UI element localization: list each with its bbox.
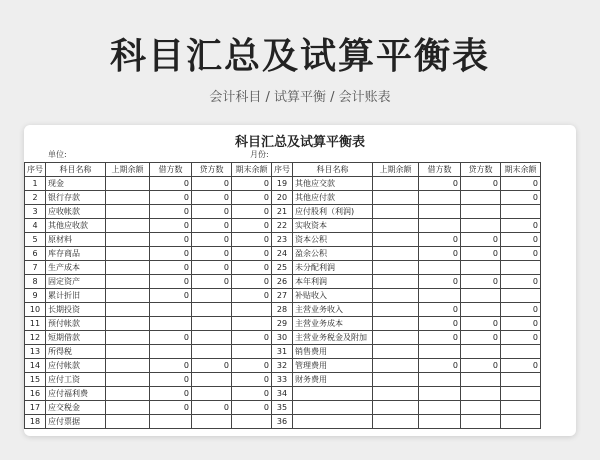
cell-seq[interactable]: 30	[272, 331, 293, 345]
cell-debit[interactable]: 0	[150, 387, 192, 401]
cell-prev-balance[interactable]	[106, 191, 150, 205]
cell-prev-balance[interactable]	[373, 261, 419, 275]
cell-account-name[interactable]: 短期借款	[46, 331, 106, 345]
cell-prev-balance[interactable]	[106, 233, 150, 247]
cell-seq[interactable]: 36	[272, 415, 293, 429]
cell-end-balance[interactable]: 0	[501, 233, 541, 247]
cell-credit[interactable]	[461, 191, 501, 205]
cell-credit[interactable]	[461, 303, 501, 317]
cell-seq[interactable]: 32	[272, 359, 293, 373]
cell-end-balance[interactable]: 0	[232, 177, 272, 191]
cell-credit[interactable]: 0	[461, 331, 501, 345]
header-account-name-right: 科目名称	[293, 163, 373, 177]
table-row	[25, 331, 541, 345]
cell-prev-balance[interactable]	[106, 247, 150, 261]
cell-account-name[interactable]: 应付股利（利润)	[293, 205, 373, 219]
cell-seq[interactable]: 4	[25, 219, 46, 233]
cell-account-name[interactable]: 银行存款	[46, 191, 106, 205]
header-seq-right: 序号	[272, 163, 293, 177]
table-row	[25, 345, 541, 359]
cell-debit[interactable]: 0	[150, 191, 192, 205]
cell-prev-balance[interactable]	[106, 331, 150, 345]
trial-balance-table	[24, 162, 541, 429]
cell-credit[interactable]	[461, 345, 501, 359]
table-row	[25, 303, 541, 317]
cell-debit[interactable]: 0	[150, 331, 192, 345]
cell-prev-balance[interactable]	[373, 317, 419, 331]
cell-end-balance[interactable]	[501, 345, 541, 359]
cell-account-name[interactable]: 长期投资	[46, 303, 106, 317]
header-end-balance-left: 期末余额	[232, 163, 272, 177]
cell-prev-balance[interactable]	[373, 205, 419, 219]
cell-seq[interactable]: 8	[25, 275, 46, 289]
table-row	[25, 233, 541, 247]
cell-seq[interactable]: 11	[25, 317, 46, 331]
cell-end-balance[interactable]	[232, 345, 272, 359]
cell-prev-balance[interactable]	[106, 261, 150, 275]
cell-end-balance[interactable]	[501, 373, 541, 387]
table-header-row	[25, 163, 541, 177]
cell-account-name[interactable]: 现金	[46, 177, 106, 191]
table-row	[25, 177, 541, 191]
cell-seq[interactable]: 16	[25, 387, 46, 401]
cell-account-name[interactable]: 本年利润	[293, 275, 373, 289]
cell-prev-balance[interactable]	[373, 345, 419, 359]
cell-credit[interactable]: 0	[192, 191, 232, 205]
header-credit-right: 贷方数	[461, 163, 501, 177]
cell-end-balance[interactable]	[232, 317, 272, 331]
cell-seq[interactable]: 28	[272, 303, 293, 317]
cell-debit[interactable]	[419, 219, 461, 233]
cell-end-balance[interactable]: 0	[232, 205, 272, 219]
cell-debit[interactable]: 0	[419, 331, 461, 345]
cell-end-balance[interactable]: 0	[501, 247, 541, 261]
cell-credit[interactable]	[192, 331, 232, 345]
cell-credit[interactable]: 0	[461, 317, 501, 331]
cell-prev-balance[interactable]	[373, 331, 419, 345]
cell-prev-balance[interactable]	[373, 177, 419, 191]
cell-account-name[interactable]: 生产成本	[46, 261, 106, 275]
cell-prev-balance[interactable]	[373, 219, 419, 233]
table-row	[25, 387, 541, 401]
table-row	[25, 401, 541, 415]
cell-prev-balance[interactable]	[373, 415, 419, 429]
cell-end-balance[interactable]: 0	[232, 289, 272, 303]
cell-end-balance[interactable]	[501, 261, 541, 275]
cell-debit[interactable]: 0	[150, 275, 192, 289]
cell-seq[interactable]: 9	[25, 289, 46, 303]
cell-prev-balance[interactable]	[106, 387, 150, 401]
header-prev-balance-left: 上期余额	[106, 163, 150, 177]
cell-seq[interactable]: 31	[272, 345, 293, 359]
cell-end-balance[interactable]: 0	[501, 275, 541, 289]
cell-account-name[interactable]: 其他应交款	[293, 177, 373, 191]
cell-seq[interactable]: 2	[25, 191, 46, 205]
hero-title: 科目汇总及试算平衡表	[109, 36, 490, 77]
cell-account-name[interactable]	[293, 401, 373, 415]
cell-credit[interactable]: 0	[192, 233, 232, 247]
cell-prev-balance[interactable]	[106, 415, 150, 429]
cell-end-balance[interactable]: 0	[232, 233, 272, 247]
cell-credit[interactable]	[461, 415, 501, 429]
cell-end-balance[interactable]: 0	[232, 247, 272, 261]
cell-credit[interactable]: 0	[461, 359, 501, 373]
cell-debit[interactable]	[419, 191, 461, 205]
cell-seq[interactable]: 3	[25, 205, 46, 219]
cell-seq[interactable]: 22	[272, 219, 293, 233]
cell-end-balance[interactable]: 0	[232, 275, 272, 289]
sheet-title: 科目汇总及试算平衡表	[234, 135, 365, 150]
cell-seq[interactable]: 27	[272, 289, 293, 303]
cell-account-name[interactable]: 应收帐款	[46, 205, 106, 219]
cell-prev-balance[interactable]	[106, 401, 150, 415]
cell-debit[interactable]: 0	[150, 359, 192, 373]
cell-end-balance[interactable]	[232, 415, 272, 429]
cell-credit[interactable]	[192, 345, 232, 359]
cell-end-balance[interactable]: 0	[232, 373, 272, 387]
cell-prev-balance[interactable]	[373, 373, 419, 387]
cell-prev-balance[interactable]	[373, 401, 419, 415]
cell-account-name[interactable]: 所得税	[46, 345, 106, 359]
cell-end-balance[interactable]: 0	[501, 303, 541, 317]
cell-seq[interactable]: 21	[272, 205, 293, 219]
cell-prev-balance[interactable]	[373, 387, 419, 401]
header-debit-right: 借方数	[419, 163, 461, 177]
table-row	[25, 205, 541, 219]
cell-seq[interactable]: 12	[25, 331, 46, 345]
cell-debit[interactable]: 0	[419, 233, 461, 247]
cell-credit[interactable]	[461, 387, 501, 401]
cell-account-name[interactable]: 主营业务收入	[293, 303, 373, 317]
cell-prev-balance[interactable]	[106, 317, 150, 331]
cell-credit[interactable]	[461, 205, 501, 219]
cell-prev-balance[interactable]	[106, 303, 150, 317]
cell-debit[interactable]: 0	[419, 275, 461, 289]
table-row	[25, 191, 541, 205]
cell-seq[interactable]: 14	[25, 359, 46, 373]
cell-account-name[interactable]: 实收资本	[293, 219, 373, 233]
cell-prev-balance[interactable]	[373, 303, 419, 317]
header-end-balance-right: 期末余额	[501, 163, 541, 177]
cell-seq[interactable]: 35	[272, 401, 293, 415]
cell-seq[interactable]: 18	[25, 415, 46, 429]
cell-debit[interactable]: 0	[150, 205, 192, 219]
cell-seq[interactable]: 26	[272, 275, 293, 289]
cell-end-balance[interactable]	[232, 303, 272, 317]
cell-end-balance[interactable]: 0	[232, 387, 272, 401]
cell-debit[interactable]: 0	[150, 401, 192, 415]
cell-end-balance[interactable]: 0	[232, 261, 272, 275]
cell-debit[interactable]	[419, 345, 461, 359]
table-row	[25, 247, 541, 261]
table-row	[25, 317, 541, 331]
cell-account-name[interactable]: 应付帐款	[46, 359, 106, 373]
cell-debit[interactable]	[419, 373, 461, 387]
unit-label: 单位:	[48, 150, 67, 159]
cell-account-name[interactable]: 其他应收款	[46, 219, 106, 233]
cell-prev-balance[interactable]	[106, 275, 150, 289]
cell-seq[interactable]: 6	[25, 247, 46, 261]
cell-credit[interactable]	[461, 401, 501, 415]
table-row	[25, 275, 541, 289]
cell-credit[interactable]	[192, 289, 232, 303]
cell-credit[interactable]	[192, 303, 232, 317]
cell-end-balance[interactable]	[501, 401, 541, 415]
cell-debit[interactable]: 0	[150, 289, 192, 303]
cell-account-name[interactable]	[293, 415, 373, 429]
table-row	[25, 415, 541, 429]
cell-end-balance[interactable]: 0	[501, 359, 541, 373]
cell-account-name[interactable]: 补贴收入	[293, 289, 373, 303]
header-seq-left: 序号	[25, 163, 46, 177]
cell-account-name[interactable]: 应交税金	[46, 401, 106, 415]
cell-debit[interactable]	[150, 345, 192, 359]
cell-seq[interactable]: 13	[25, 345, 46, 359]
cell-debit[interactable]: 0	[419, 359, 461, 373]
cell-seq[interactable]: 19	[272, 177, 293, 191]
cell-account-name[interactable]: 销售费用	[293, 345, 373, 359]
cell-account-name[interactable]: 预付帐款	[46, 317, 106, 331]
cell-prev-balance[interactable]	[373, 233, 419, 247]
cell-prev-balance[interactable]	[106, 177, 150, 191]
cell-debit[interactable]: 0	[419, 247, 461, 261]
cell-credit[interactable]: 0	[192, 205, 232, 219]
cell-debit[interactable]: 0	[150, 247, 192, 261]
cell-debit[interactable]: 0	[150, 219, 192, 233]
cell-seq[interactable]: 29	[272, 317, 293, 331]
cell-end-balance[interactable]: 0	[501, 177, 541, 191]
cell-end-balance[interactable]: 0	[501, 219, 541, 233]
cell-seq[interactable]: 20	[272, 191, 293, 205]
cell-end-balance[interactable]: 0	[501, 191, 541, 205]
cell-credit[interactable]	[461, 373, 501, 387]
cell-debit[interactable]: 0	[150, 373, 192, 387]
cell-prev-balance[interactable]	[106, 359, 150, 373]
cell-debit[interactable]	[150, 317, 192, 331]
cell-debit[interactable]	[150, 303, 192, 317]
cell-end-balance[interactable]: 0	[232, 219, 272, 233]
cell-account-name[interactable]: 固定资产	[46, 275, 106, 289]
cell-account-name[interactable]	[293, 387, 373, 401]
cell-seq[interactable]: 34	[272, 387, 293, 401]
table-row	[25, 219, 541, 233]
cell-prev-balance[interactable]	[373, 289, 419, 303]
cell-debit[interactable]	[419, 387, 461, 401]
cell-seq[interactable]: 5	[25, 233, 46, 247]
table-row	[25, 373, 541, 387]
cell-seq[interactable]: 10	[25, 303, 46, 317]
cell-account-name[interactable]: 财务费用	[293, 373, 373, 387]
cell-credit[interactable]: 0	[461, 233, 501, 247]
cell-seq[interactable]: 7	[25, 261, 46, 275]
cell-end-balance[interactable]: 0	[232, 191, 272, 205]
cell-credit[interactable]	[461, 289, 501, 303]
cell-credit[interactable]: 0	[461, 275, 501, 289]
cell-end-balance[interactable]: 0	[232, 359, 272, 373]
cell-account-name[interactable]: 主营业务税金及附加	[293, 331, 373, 345]
cell-credit[interactable]: 0	[192, 275, 232, 289]
cell-debit[interactable]	[419, 415, 461, 429]
cell-debit[interactable]: 0	[150, 261, 192, 275]
cell-prev-balance[interactable]	[106, 373, 150, 387]
cell-end-balance[interactable]	[501, 205, 541, 219]
cell-end-balance[interactable]	[501, 415, 541, 429]
cell-end-balance[interactable]: 0	[501, 331, 541, 345]
cell-end-balance[interactable]: 0	[232, 401, 272, 415]
month-label: 月份:	[250, 150, 269, 159]
cell-debit[interactable]	[150, 415, 192, 429]
table-row	[25, 359, 541, 373]
cell-credit[interactable]	[192, 387, 232, 401]
cell-prev-balance[interactable]	[106, 289, 150, 303]
header-prev-balance-right: 上期余额	[373, 163, 419, 177]
cell-account-name[interactable]: 应付票据	[46, 415, 106, 429]
cell-seq[interactable]: 1	[25, 177, 46, 191]
cell-credit[interactable]: 0	[192, 359, 232, 373]
cell-credit[interactable]: 0	[192, 219, 232, 233]
cell-seq[interactable]: 33	[272, 373, 293, 387]
cell-prev-balance[interactable]	[373, 247, 419, 261]
cell-account-name[interactable]: 主营业务成本	[293, 317, 373, 331]
cell-account-name[interactable]: 累计折旧	[46, 289, 106, 303]
cell-prev-balance[interactable]	[106, 345, 150, 359]
cell-credit[interactable]	[461, 219, 501, 233]
cell-credit[interactable]	[192, 317, 232, 331]
cell-prev-balance[interactable]	[106, 205, 150, 219]
cell-seq[interactable]: 25	[272, 261, 293, 275]
cell-credit[interactable]: 0	[192, 261, 232, 275]
cell-account-name[interactable]: 资本公积	[293, 233, 373, 247]
cell-credit[interactable]: 0	[192, 401, 232, 415]
table-row	[25, 261, 541, 275]
cell-credit[interactable]: 0	[192, 177, 232, 191]
cell-prev-balance[interactable]	[373, 191, 419, 205]
cell-end-balance[interactable]	[501, 289, 541, 303]
cell-credit[interactable]: 0	[461, 247, 501, 261]
cell-credit[interactable]	[192, 373, 232, 387]
cell-account-name[interactable]: 库存商品	[46, 247, 106, 261]
cell-debit[interactable]: 0	[419, 317, 461, 331]
cell-account-name[interactable]: 盈余公积	[293, 247, 373, 261]
cell-seq[interactable]: 24	[272, 247, 293, 261]
cell-seq[interactable]: 23	[272, 233, 293, 247]
cell-debit[interactable]: 0	[150, 233, 192, 247]
cell-credit[interactable]: 0	[461, 177, 501, 191]
table-row	[25, 289, 541, 303]
cell-debit[interactable]: 0	[150, 177, 192, 191]
cell-account-name[interactable]: 原材料	[46, 233, 106, 247]
cell-account-name[interactable]: 应付福利费	[46, 387, 106, 401]
cell-end-balance[interactable]: 0	[501, 317, 541, 331]
cell-credit[interactable]	[461, 261, 501, 275]
cell-account-name[interactable]: 未分配利润	[293, 261, 373, 275]
cell-end-balance[interactable]	[501, 387, 541, 401]
cell-seq[interactable]: 17	[25, 401, 46, 415]
cell-prev-balance[interactable]	[373, 275, 419, 289]
cell-end-balance[interactable]: 0	[232, 331, 272, 345]
cell-debit[interactable]	[419, 401, 461, 415]
cell-debit[interactable]	[419, 261, 461, 275]
cell-account-name[interactable]: 管理费用	[293, 359, 373, 373]
hero-subtitle: 会计科目 / 试算平衡 / 会计账表	[209, 90, 391, 105]
cell-debit[interactable]	[419, 289, 461, 303]
cell-credit[interactable]: 0	[192, 247, 232, 261]
cell-debit[interactable]	[419, 205, 461, 219]
header-debit-left: 借方数	[150, 163, 192, 177]
header-credit-left: 贷方数	[192, 163, 232, 177]
cell-prev-balance[interactable]	[106, 219, 150, 233]
cell-debit[interactable]: 0	[419, 177, 461, 191]
cell-credit[interactable]	[192, 415, 232, 429]
cell-seq[interactable]: 15	[25, 373, 46, 387]
cell-prev-balance[interactable]	[373, 359, 419, 373]
cell-debit[interactable]: 0	[419, 303, 461, 317]
header-account-name-left: 科目名称	[46, 163, 106, 177]
cell-account-name[interactable]: 其他应付款	[293, 191, 373, 205]
cell-account-name[interactable]: 应付工资	[46, 373, 106, 387]
